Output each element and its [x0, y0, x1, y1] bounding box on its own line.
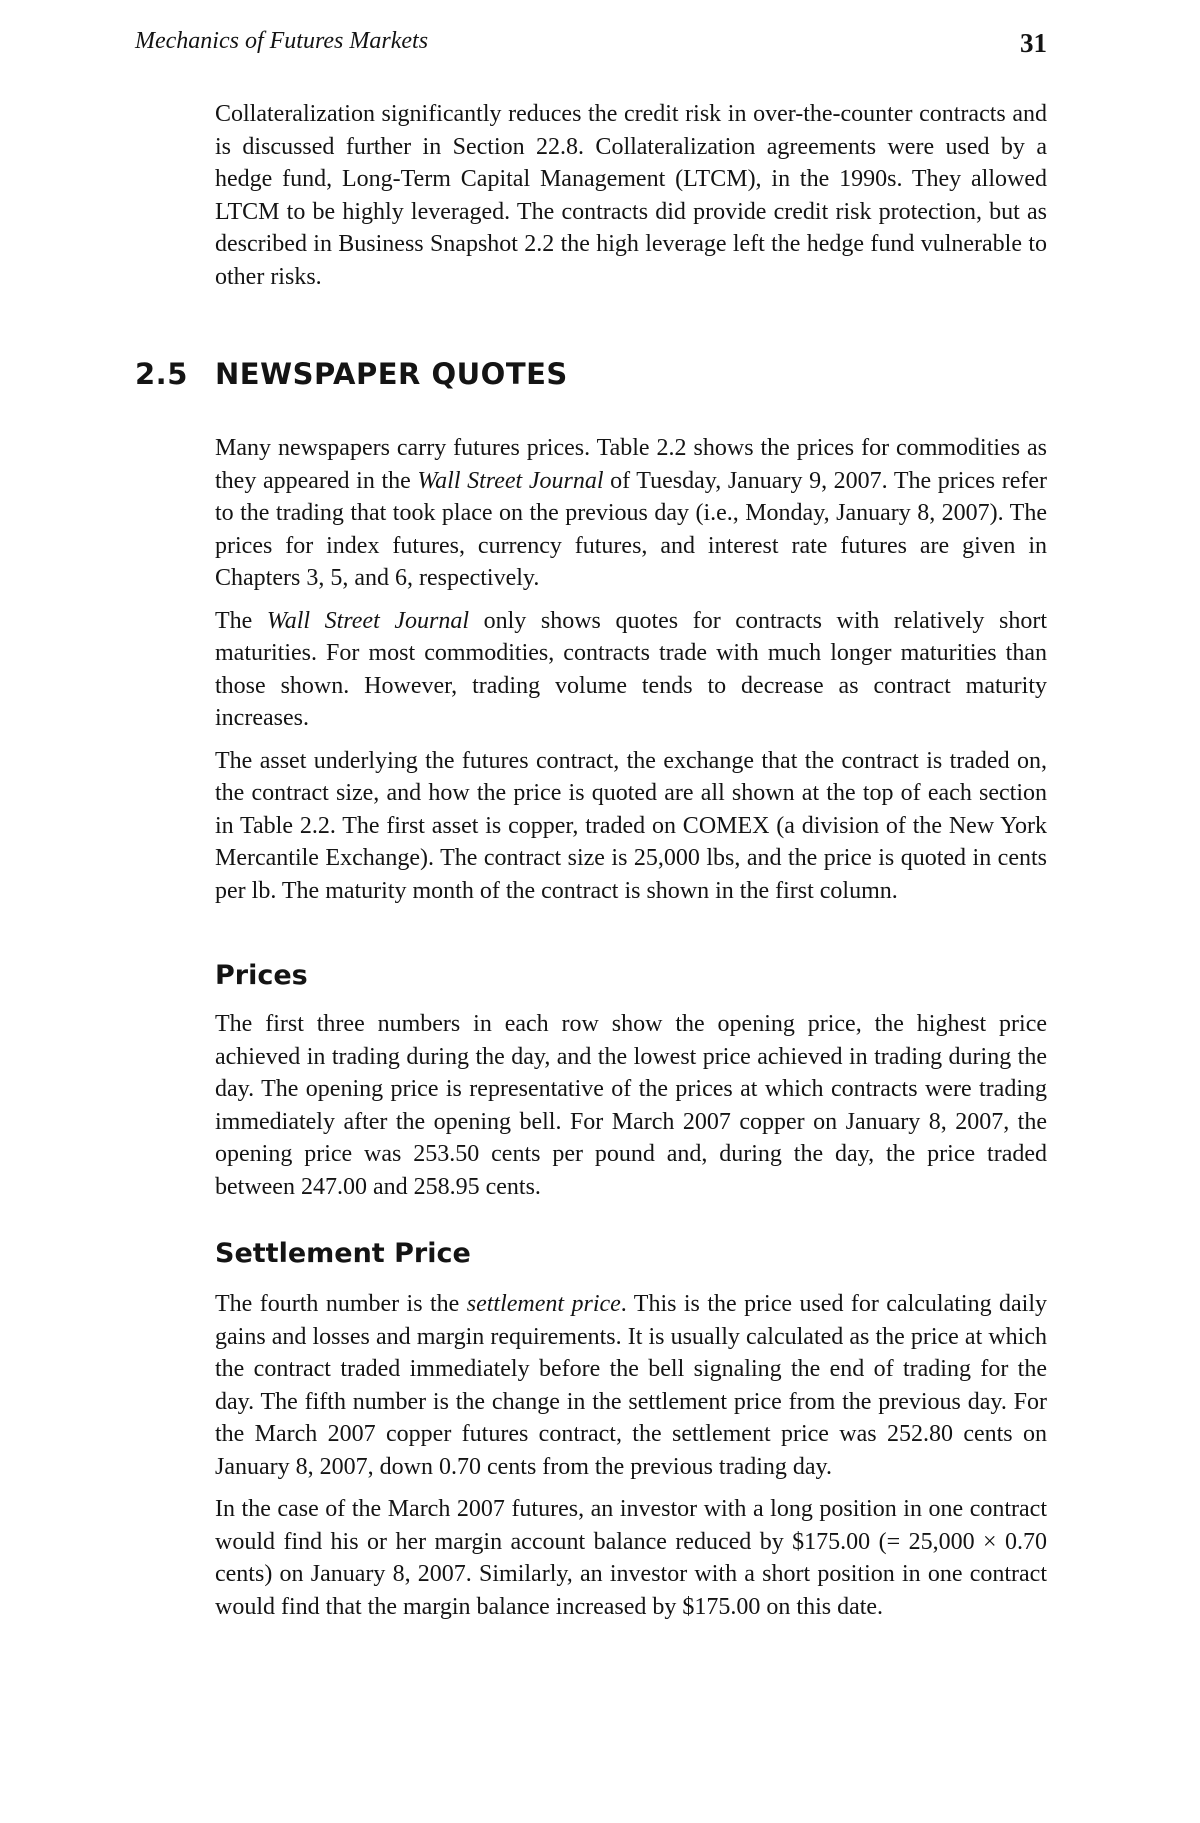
section-paragraph-2: The Wall Street Journal only shows quotes for contracts with relatively short maturities. For most commodities, contracts trade with much longer maturities than those shown. However, trading volume tends to decrease as contract maturity increases. — [215, 607, 1048, 731]
section-number: 2.5 — [135, 357, 188, 391]
settlement-body — [215, 1288, 1047, 1633]
settlement-paragraph-1: The fourth number is the settlement price. This is the price used for calculating daily gains and losses and margin requirements. It is usually calculated as the price at which the contract traded immediately before the bell signaling the end of trading for the day. The fifth number is the change in the settlement price from the previous day. For the March 2007 copper futures contract, the settlement price was 252.80 cents on January 8, 2007, down 0.70 cents from the previous trading day. — [215, 1291, 1047, 1480]
settlement-heading: Settlement Price — [215, 1238, 471, 1269]
section-title: NEWSPAPER QUOTES — [215, 357, 568, 391]
section-paragraph-3: The asset underlying the futures contract, the exchange that the contract is traded on, the contract size, and how the price is quoted are all shown at the top of each section in Table 2.2. The first asset is copper, traded on COMEX (a division of the New York Mercantile Exchange). The contract size is 25,000 lbs, and the price is quoted in cents per lb. The maturity month of the contract is shown in the first column. — [215, 747, 1047, 904]
section-heading — [135, 357, 1047, 391]
running-head-title: Mechanics of Futures Markets — [135, 28, 429, 54]
intro-block — [215, 98, 1047, 303]
publication-name: Wall Street Journal — [417, 467, 604, 494]
section-paragraph-1: Many newspapers carry futures prices. Table 2.2 shows the prices for commodities as they appeared in the Wall Street Journal of Tuesday, January 9, 2007. The prices refer to the trading that took place on the previous day (i.e., Monday, January 8, 2007). The prices for index futures, currency futures, and interest rate futures are given in Chapters 3, 5, and 6, respectively. — [215, 435, 1047, 591]
prices-paragraph: The first three numbers in each row show the opening price, the highest price achieved in trading during the day, and the lowest price achieved in trading during the day. The opening price is representative of the prices at which contracts were trading immediately after the opening bell. For March 2007 copper on January 8, 2007, the opening price was 253.50 cents per pound and, during the day, the price traded between 247.00 and 258.95 cents. — [215, 1011, 1047, 1200]
running-head — [135, 28, 1047, 62]
settlement-paragraph-2: In the case of the March 2007 futures, an investor with a long position in one contract would find his or her margin account balance reduced by $175.00 (= 25,000 × 0.70 cents) on January 8, 2007. Similarly, an investor with a short position in one contract would find that the margin balance increased by $175.00 on this date. — [215, 1496, 1047, 1620]
prices-heading: Prices — [215, 960, 308, 991]
section-body — [215, 432, 1047, 917]
intro-paragraph: Collateralization significantly reduces the credit risk in over-the-counter contracts and is discussed further in Section 22.8. Collateralization agreements were used by a hedge fund, Long-Term Capital Management (LTCM), in the 1990s. They allowed LTCM to be highly leveraged. The contracts did provide credit risk protection, but as described in Business Snapshot 2.2 the high leverage left the hedge fund vulnerable to other risks. — [215, 101, 1047, 290]
page-number: 31 — [1020, 28, 1047, 58]
publication-name: Wall Street Journal — [266, 607, 469, 634]
settlement-price-term: settlement price — [466, 1291, 621, 1317]
prices-body — [215, 1008, 1047, 1213]
